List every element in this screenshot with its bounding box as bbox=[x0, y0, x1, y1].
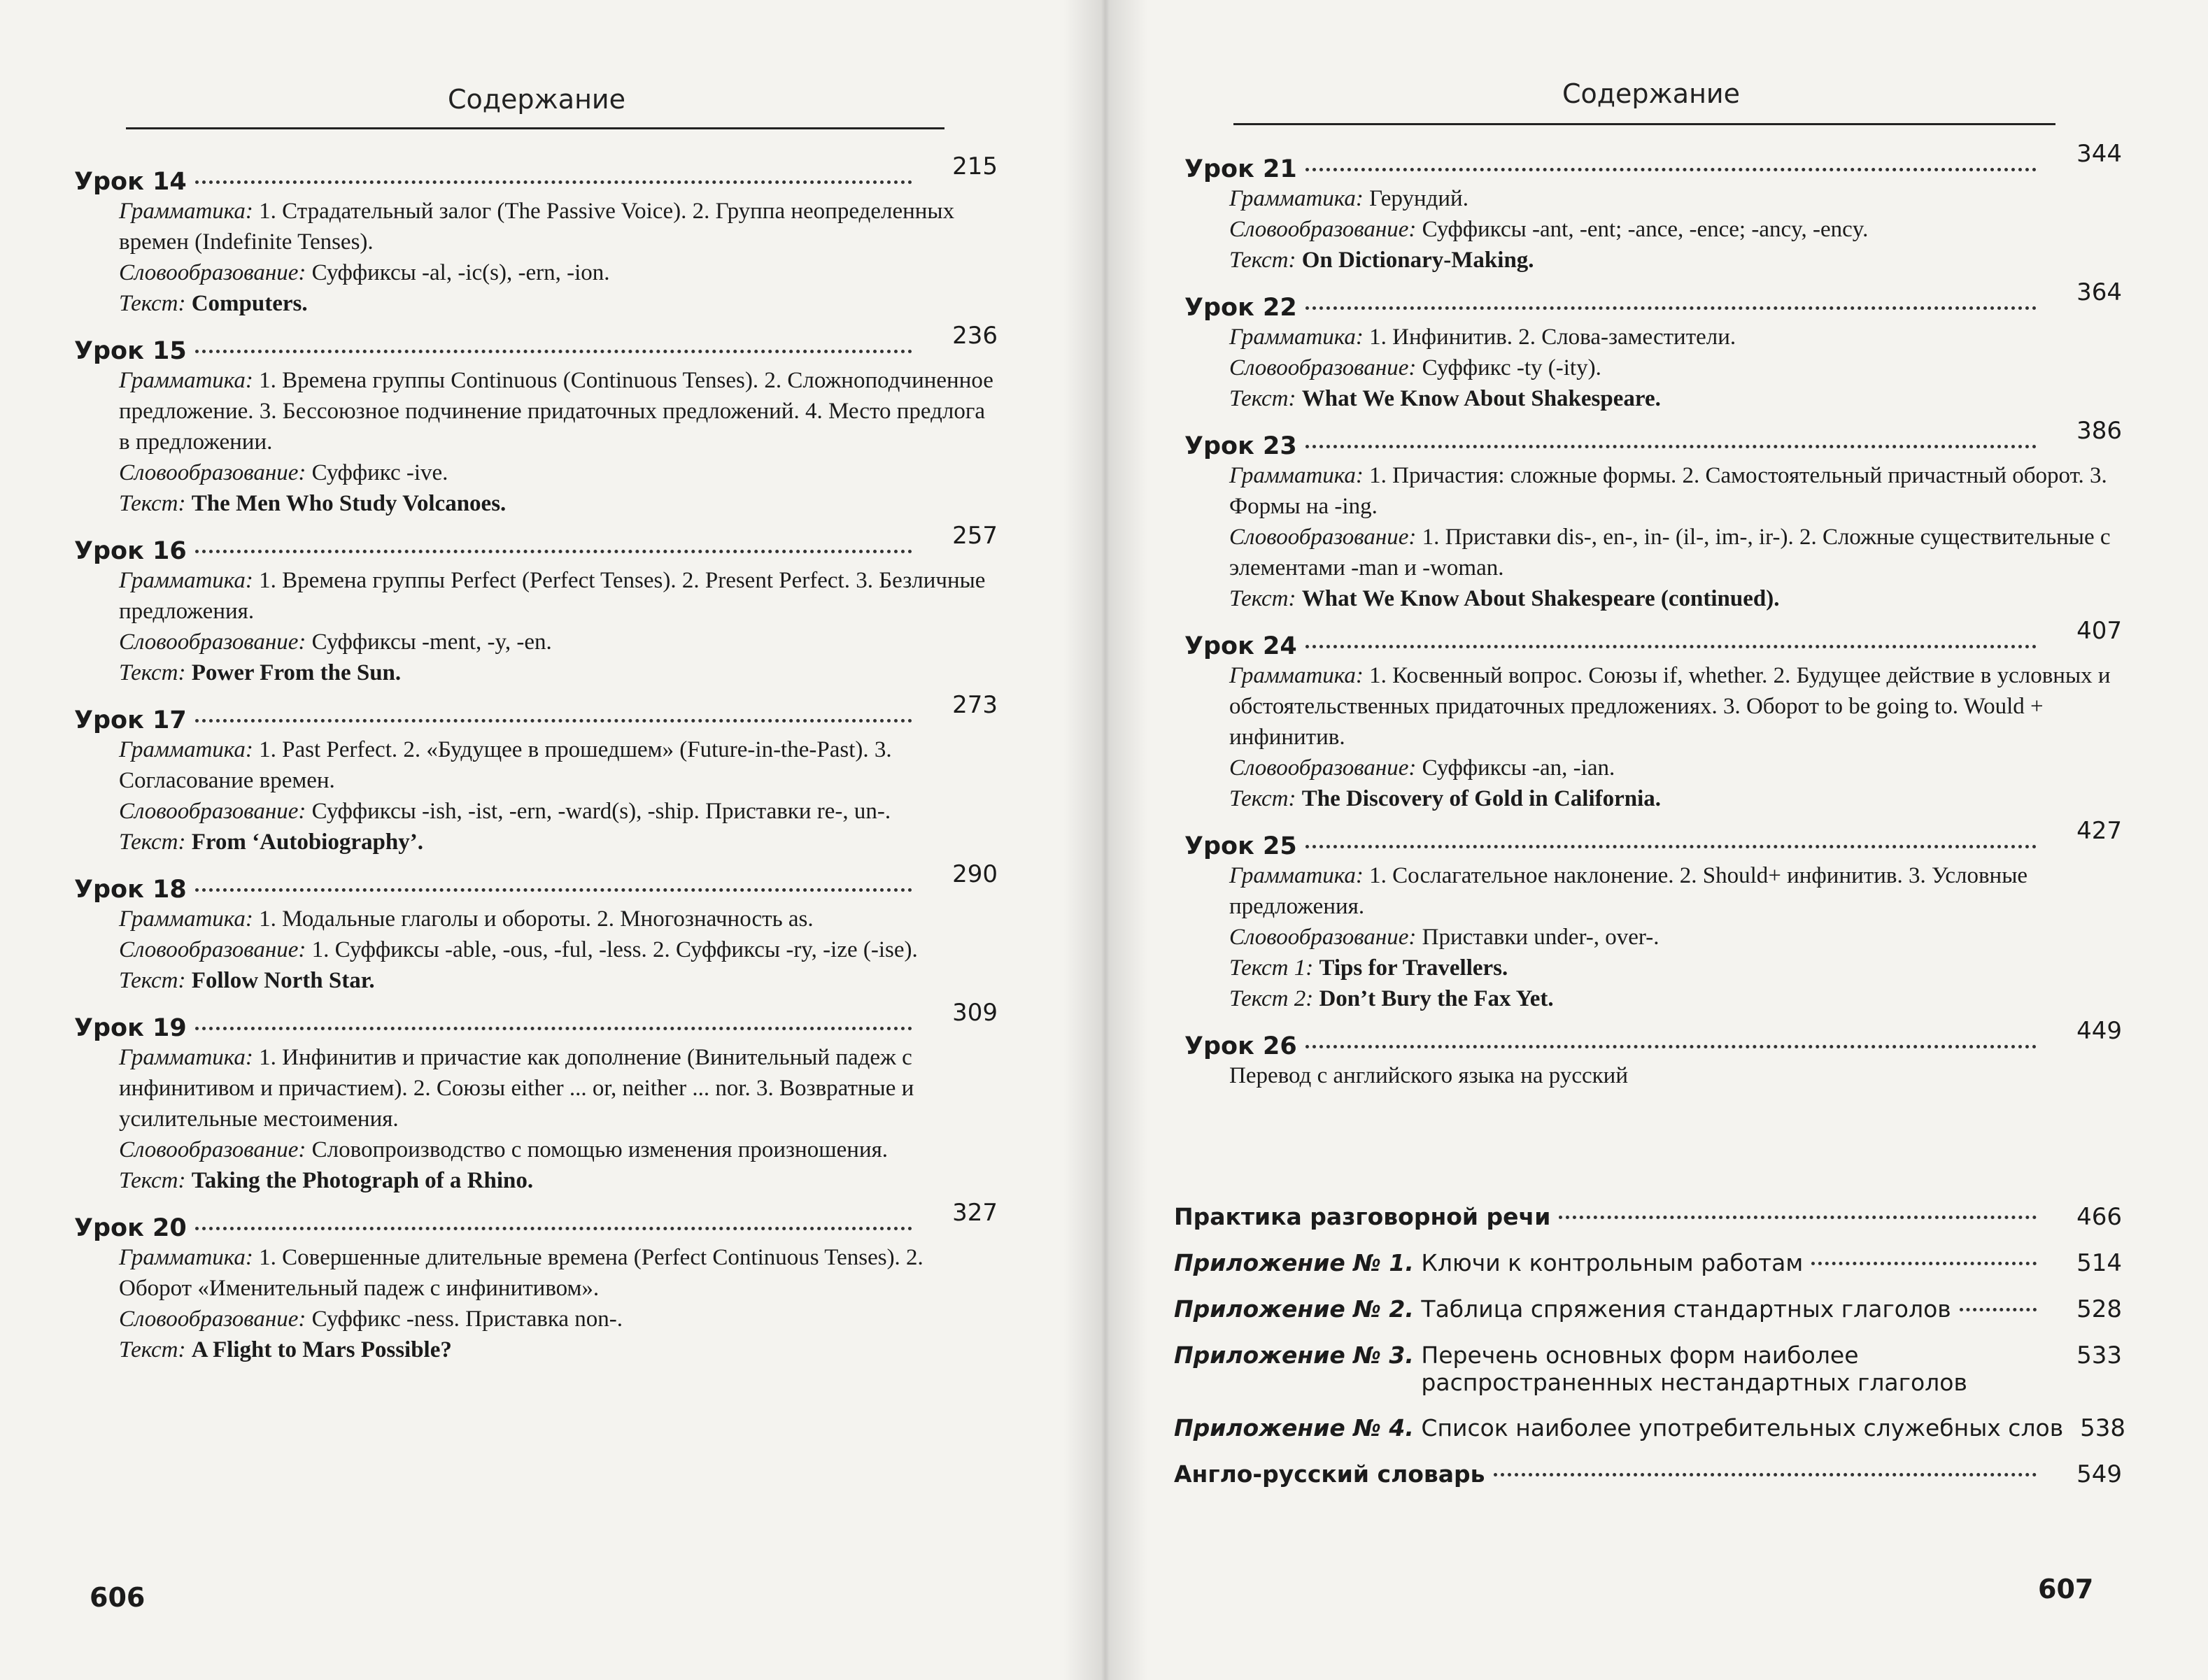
lesson-heading bbox=[74, 152, 998, 196]
detail-line bbox=[1229, 660, 2122, 753]
detail-line bbox=[119, 457, 998, 488]
lesson-title: Урок 19 bbox=[74, 1014, 187, 1042]
detail-label: Грамматика: bbox=[119, 199, 253, 224]
detail-text: Суффикс -ty (-ity). bbox=[1422, 355, 1601, 380]
appendix-entry bbox=[1174, 1249, 2122, 1277]
lesson-page-number: 257 bbox=[952, 522, 998, 550]
lesson-page-number: 327 bbox=[952, 1199, 998, 1227]
appendix-line bbox=[1174, 1341, 2122, 1396]
appendix-entry bbox=[1174, 1414, 2126, 1442]
detail-label: Грамматика: bbox=[1229, 325, 1364, 350]
detail-text: 1. Инфинитив и причастие как дополнение (Винительный падеж с инфинитивом и причастием). 2. Союзы either ... or, neither ... nor. 3. Возвратные и усилительные местоимения. bbox=[119, 1045, 914, 1132]
lesson-details bbox=[119, 734, 998, 857]
detail-text: 1. Страдательный залог (The Passive Voice). 2. Группа неопределенных времен (Indefinite Tenses). bbox=[119, 199, 955, 255]
lesson-heading bbox=[74, 691, 998, 734]
lesson-page-number: 309 bbox=[952, 999, 998, 1027]
lesson-details bbox=[1229, 1060, 2122, 1091]
detail-text: Перевод с английского языка на русский bbox=[1229, 1063, 1628, 1088]
detail-label: Грамматика: bbox=[1229, 463, 1364, 488]
detail-line bbox=[1229, 353, 2122, 383]
appendix-page-number: 538 bbox=[2080, 1414, 2126, 1442]
detail-line bbox=[119, 657, 998, 688]
lesson-details bbox=[119, 904, 998, 996]
appendix-page-number: 549 bbox=[2076, 1460, 2122, 1488]
running-head-right: Содержание bbox=[1562, 78, 1740, 109]
toc-entry bbox=[1184, 617, 2122, 814]
toc-entry bbox=[1184, 140, 2122, 276]
lesson-title: Урок 23 bbox=[1184, 432, 1297, 460]
appendix-line bbox=[1174, 1460, 2122, 1488]
lesson-details bbox=[1229, 660, 2122, 814]
detail-text: 1. Причастия: сложные формы. 2. Самостоятельный причастный оборот. 3. Формы на -ing. bbox=[1229, 463, 2107, 519]
lesson-heading bbox=[1184, 817, 2122, 860]
lesson-page-number: 407 bbox=[2076, 617, 2122, 645]
lesson-details bbox=[119, 1042, 998, 1196]
toc-entry bbox=[1184, 278, 2122, 414]
appendix-entry bbox=[1174, 1295, 2122, 1323]
toc-entry bbox=[1184, 817, 2122, 1014]
detail-line bbox=[1229, 783, 2122, 814]
detail-text: Приставки under-, over-. bbox=[1422, 925, 1659, 950]
detail-text: On Dictionary-Making. bbox=[1301, 248, 1534, 273]
detail-label: Грамматика: bbox=[119, 1245, 253, 1270]
detail-line bbox=[1229, 983, 2122, 1014]
detail-label: Словообразование: bbox=[119, 629, 306, 655]
toc-entry bbox=[74, 860, 998, 996]
lesson-page-number: 427 bbox=[2076, 817, 2122, 845]
detail-label: Текст: bbox=[119, 660, 186, 685]
detail-label: Словообразование: bbox=[119, 460, 306, 485]
detail-label: Грамматика: bbox=[119, 1045, 253, 1070]
appendix-description: Ключи к контрольным работам bbox=[1421, 1249, 1804, 1276]
lesson-details bbox=[119, 196, 998, 319]
appendix-prefix: Приложение № 4. bbox=[1174, 1414, 1414, 1441]
detail-line bbox=[1229, 522, 2122, 583]
detail-label: Словообразование: bbox=[119, 1137, 306, 1162]
lesson-details bbox=[119, 365, 998, 519]
detail-line bbox=[1229, 1060, 2122, 1091]
detail-text: Суффиксы -ish, -ist, -ern, -ward(s), -ship. Приставки re-, un-. bbox=[311, 799, 891, 824]
detail-text: Don’t Bury the Fax Yet. bbox=[1319, 986, 1554, 1011]
detail-text: Computers. bbox=[191, 291, 308, 316]
appendix-line bbox=[1174, 1295, 2122, 1323]
detail-label: Словообразование: bbox=[119, 260, 306, 285]
detail-line bbox=[119, 565, 998, 627]
detail-line bbox=[1229, 322, 2122, 353]
dot-leader bbox=[195, 550, 912, 553]
appendix-description: Англо-русский словарь bbox=[1174, 1460, 1485, 1488]
detail-text: 1. Модальные глаголы и обороты. 2. Многозначность as. bbox=[259, 906, 814, 932]
lesson-title: Урок 21 bbox=[1184, 155, 1297, 183]
detail-line bbox=[119, 827, 998, 857]
toc-entry bbox=[74, 1199, 998, 1365]
dot-leader bbox=[1559, 1216, 2037, 1219]
appendix-line bbox=[1174, 1414, 2126, 1442]
detail-line bbox=[1229, 583, 2122, 614]
dot-leader bbox=[195, 1227, 912, 1230]
lesson-details bbox=[1229, 460, 2122, 614]
detail-text: Герундий. bbox=[1369, 186, 1469, 211]
detail-label: Текст: bbox=[1229, 248, 1296, 273]
lesson-title: Урок 22 bbox=[1184, 294, 1297, 322]
appendix-description: Перечень основных форм наиболее распространенных нестандартных глаголов bbox=[1421, 1341, 1967, 1396]
lesson-heading bbox=[1184, 417, 2122, 460]
detail-text: 1. Совершенные длительные времена (Perfect Continuous Tenses). 2. Оборот «Именительный падеж с инфинитивом». bbox=[119, 1245, 923, 1301]
dot-leader bbox=[1305, 306, 2037, 310]
detail-text: What We Know About Shakespeare. bbox=[1301, 386, 1661, 411]
detail-line bbox=[1229, 245, 2122, 276]
lesson-title: Урок 20 bbox=[74, 1214, 187, 1242]
detail-line bbox=[119, 1304, 998, 1334]
appendix-prefix: Приложение № 2. bbox=[1174, 1295, 1414, 1323]
lesson-title: Урок 17 bbox=[74, 706, 187, 734]
toc-entry bbox=[1184, 417, 2122, 614]
detail-line bbox=[1229, 753, 2122, 783]
dot-leader bbox=[195, 1027, 912, 1030]
appendix-description: Практика разговорной речи bbox=[1174, 1203, 1551, 1230]
lesson-title: Урок 14 bbox=[74, 168, 187, 196]
dot-leader bbox=[1811, 1262, 2037, 1265]
dot-leader bbox=[1305, 645, 2037, 648]
lesson-page-number: 290 bbox=[952, 860, 998, 888]
detail-label: Словообразование: bbox=[119, 937, 306, 962]
detail-line bbox=[119, 1042, 998, 1134]
detail-line bbox=[119, 257, 998, 288]
detail-label: Грамматика: bbox=[1229, 186, 1364, 211]
detail-label: Текст: bbox=[1229, 586, 1296, 611]
detail-line bbox=[119, 196, 998, 257]
lesson-page-number: 364 bbox=[2076, 278, 2122, 306]
detail-text: 1. Суффиксы -able, -ous, -ful, -less. 2. Суффиксы -ry, -ize (-ise). bbox=[311, 937, 918, 962]
lesson-heading bbox=[74, 322, 998, 365]
detail-label: Текст: bbox=[1229, 386, 1296, 411]
detail-text: Суффикс -ive. bbox=[311, 460, 448, 485]
detail-text: Follow North Star. bbox=[191, 968, 375, 993]
appendix-entry bbox=[1174, 1203, 2122, 1231]
detail-text: From ‘Autobiography’. bbox=[191, 830, 423, 855]
dot-leader bbox=[1960, 1308, 2037, 1311]
detail-label: Текст 1: bbox=[1229, 955, 1314, 981]
detail-text: Суффиксы -an, -ian. bbox=[1422, 755, 1615, 781]
lesson-details bbox=[1229, 183, 2122, 276]
detail-line bbox=[119, 904, 998, 934]
detail-line bbox=[119, 734, 998, 796]
detail-label: Текст: bbox=[119, 1168, 186, 1193]
detail-label: Грамматика: bbox=[119, 906, 253, 932]
detail-text: Суффиксы -ment, -y, -en. bbox=[311, 629, 552, 655]
dot-leader bbox=[195, 180, 912, 184]
appendix-line bbox=[1174, 1249, 2122, 1277]
dot-leader bbox=[195, 350, 912, 353]
appendix-description: Список наиболее употребительных служебных слов bbox=[1421, 1414, 2064, 1441]
lesson-details bbox=[1229, 322, 2122, 414]
detail-label: Словообразование: bbox=[1229, 525, 1417, 550]
detail-text: Суффиксы -al, -ic(s), -ern, -ion. bbox=[311, 260, 610, 285]
detail-text: A Flight to Mars Possible? bbox=[191, 1337, 452, 1362]
lesson-heading bbox=[74, 522, 998, 565]
toc-entry bbox=[74, 691, 998, 857]
appendix-description: Таблица спряжения стандартных глаголов bbox=[1421, 1295, 1951, 1323]
detail-text: Суффиксы -ant, -ent; -ance, -ence; -ancy, -ency. bbox=[1422, 217, 1869, 242]
detail-line bbox=[119, 627, 998, 657]
appendix-page-number: 528 bbox=[2076, 1295, 2122, 1323]
detail-line bbox=[119, 934, 998, 965]
detail-text: The Men Who Study Volcanoes. bbox=[191, 491, 507, 516]
lesson-title: Урок 15 bbox=[74, 337, 187, 365]
appendix-entry bbox=[1174, 1460, 2122, 1488]
appendix-prefix: Приложение № 1. bbox=[1174, 1249, 1414, 1276]
lesson-details bbox=[1229, 860, 2122, 1014]
toc-entry bbox=[1184, 1017, 2122, 1091]
detail-line bbox=[119, 1242, 998, 1304]
running-head-left: Содержание bbox=[448, 84, 625, 115]
detail-line bbox=[1229, 860, 2122, 922]
lesson-title: Урок 18 bbox=[74, 876, 187, 904]
detail-label: Текст: bbox=[1229, 786, 1296, 811]
detail-label: Текст: bbox=[119, 830, 186, 855]
detail-line bbox=[119, 488, 998, 519]
detail-label: Текст: bbox=[119, 968, 186, 993]
detail-text: Суффикс -ness. Приставка non-. bbox=[311, 1307, 623, 1332]
lesson-title: Урок 25 bbox=[1184, 832, 1297, 860]
detail-text: 1. Past Perfect. 2. «Будущее в прошедшем» (Future-in-the-Past). 3. Согласование времен. bbox=[119, 737, 892, 793]
detail-line bbox=[1229, 383, 2122, 414]
lesson-heading bbox=[1184, 617, 2122, 660]
lesson-title: Урок 16 bbox=[74, 537, 187, 565]
dot-leader bbox=[1305, 445, 2037, 448]
dot-leader bbox=[1305, 845, 2037, 848]
detail-line bbox=[119, 365, 998, 457]
toc-entry bbox=[74, 999, 998, 1196]
lesson-heading bbox=[1184, 1017, 2122, 1060]
detail-line bbox=[1229, 953, 2122, 983]
dot-leader bbox=[195, 719, 912, 722]
lesson-page-number: 449 bbox=[2076, 1017, 2122, 1045]
detail-text: 1. Инфинитив. 2. Слова-заместители. bbox=[1369, 325, 1736, 350]
detail-text: 1. Косвенный вопрос. Союзы if, whether. 2. Будущее действие в условных и обстоятельственных придаточных предложениях. 3. Оборот to be going to. Would + инфинитив. bbox=[1229, 663, 2111, 750]
detail-line bbox=[1229, 214, 2122, 245]
detail-label: Словообразование: bbox=[1229, 925, 1417, 950]
detail-label: Словообразование: bbox=[1229, 355, 1417, 380]
detail-line bbox=[119, 288, 998, 319]
detail-line bbox=[1229, 460, 2122, 522]
detail-label: Текст 2: bbox=[1229, 986, 1314, 1011]
dot-leader bbox=[195, 888, 912, 892]
page-number-left: 606 bbox=[90, 1582, 146, 1613]
detail-label: Словообразование: bbox=[1229, 755, 1417, 781]
appendix-page-number: 466 bbox=[2076, 1203, 2122, 1231]
detail-text: 1. Времена группы Continuous (Continuous Tenses). 2. Сложноподчиненное предложение. 3. Бессоюзное подчинение придаточных предложений. 4. Место предлога в предложении. bbox=[119, 368, 993, 455]
detail-label: Грамматика: bbox=[1229, 663, 1364, 688]
detail-label: Грамматика: bbox=[119, 368, 253, 393]
detail-label: Текст: bbox=[119, 491, 186, 516]
detail-label: Грамматика: bbox=[119, 737, 253, 762]
lesson-page-number: 344 bbox=[2076, 140, 2122, 168]
detail-line bbox=[119, 796, 998, 827]
lesson-details bbox=[119, 1242, 998, 1365]
appendix-list bbox=[1174, 1203, 2126, 1507]
detail-line bbox=[119, 1334, 998, 1365]
lesson-details bbox=[119, 565, 998, 688]
book-gutter-shadow bbox=[1063, 0, 1147, 1680]
detail-text: 1. Сослагательное наклонение. 2. Should+ инфинитив. 3. Условные предложения. bbox=[1229, 863, 2028, 919]
detail-label: Грамматика: bbox=[1229, 863, 1364, 888]
lesson-heading bbox=[1184, 278, 2122, 322]
right-page bbox=[1104, 0, 2208, 1680]
lesson-title: Урок 26 bbox=[1184, 1032, 1297, 1060]
toc-column-left bbox=[74, 152, 998, 1383]
lesson-page-number: 273 bbox=[952, 691, 998, 719]
lesson-page-number: 236 bbox=[952, 322, 998, 350]
lesson-page-number: 215 bbox=[952, 152, 998, 180]
appendix-page-number: 533 bbox=[2076, 1341, 2122, 1369]
header-rule-right bbox=[1233, 123, 2055, 125]
lesson-heading bbox=[1184, 140, 2122, 183]
detail-label: Текст: bbox=[119, 1337, 186, 1362]
lesson-heading bbox=[74, 999, 998, 1042]
detail-line bbox=[119, 965, 998, 996]
detail-line bbox=[119, 1134, 998, 1165]
dot-leader bbox=[1305, 1045, 2037, 1048]
dot-leader bbox=[1305, 168, 2037, 171]
toc-entry bbox=[74, 322, 998, 519]
lesson-heading bbox=[74, 1199, 998, 1242]
detail-label: Словообразование: bbox=[119, 1307, 306, 1332]
detail-label: Словообразование: bbox=[119, 799, 306, 824]
detail-text: Tips for Travellers. bbox=[1319, 955, 1508, 981]
appendix-entry bbox=[1174, 1341, 2122, 1396]
toc-entry bbox=[74, 152, 998, 319]
appendix-page-number: 514 bbox=[2076, 1249, 2122, 1277]
detail-label: Словообразование: bbox=[1229, 217, 1417, 242]
detail-line bbox=[119, 1165, 998, 1196]
header-rule-left bbox=[126, 127, 944, 129]
detail-text: 1. Приставки dis-, en-, in- (il-, im-, ir-). 2. Сложные существительные с элементами -man и -woman. bbox=[1229, 525, 2111, 581]
dot-leader bbox=[1494, 1473, 2037, 1476]
detail-label: Грамматика: bbox=[119, 568, 253, 593]
detail-text: The Discovery of Gold in California. bbox=[1301, 786, 1662, 811]
lesson-page-number: 386 bbox=[2076, 417, 2122, 445]
appendix-line bbox=[1174, 1203, 2122, 1231]
detail-text: 1. Времена группы Perfect (Perfect Tenses). 2. Present Perfect. 3. Безличные предложения. bbox=[119, 568, 986, 624]
detail-line bbox=[1229, 183, 2122, 214]
page-number-right: 607 bbox=[2038, 1574, 2094, 1604]
toc-column-right bbox=[1184, 140, 2122, 1109]
detail-text: What We Know About Shakespeare (continued). bbox=[1301, 586, 1780, 611]
lesson-title: Урок 24 bbox=[1184, 632, 1297, 660]
detail-text: Словопроизводство с помощью изменения произношения. bbox=[311, 1137, 889, 1162]
detail-label: Текст: bbox=[119, 291, 186, 316]
detail-text: Taking the Photograph of a Rhino. bbox=[191, 1168, 534, 1193]
appendix-prefix: Приложение № 3. bbox=[1174, 1341, 1414, 1369]
toc-entry bbox=[74, 522, 998, 688]
detail-line bbox=[1229, 922, 2122, 953]
lesson-heading bbox=[74, 860, 998, 904]
detail-text: Power From the Sun. bbox=[191, 660, 402, 685]
